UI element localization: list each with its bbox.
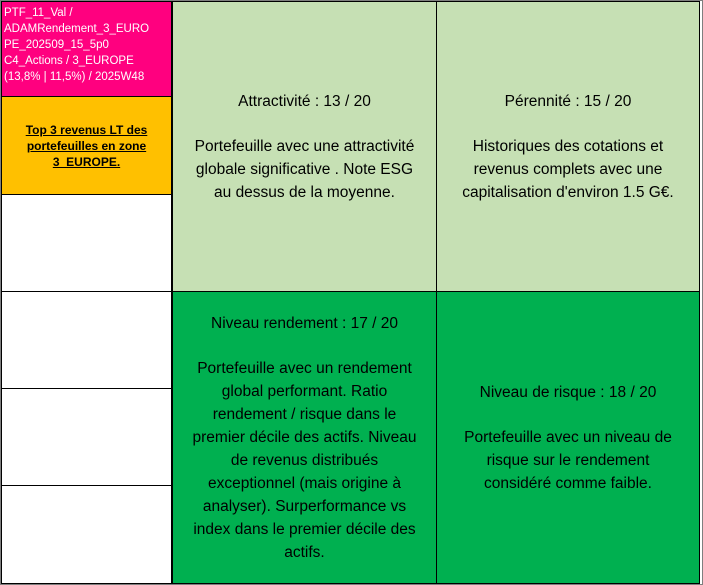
- rendement-title: Niveau rendement : 17 / 20: [211, 314, 398, 332]
- attractivite-cell: [172, 1, 437, 292]
- portfolio-header-line: PE_202509_15_5p0: [4, 39, 109, 51]
- perennite-cell: [436, 1, 700, 292]
- risque-body: Portefeuille avec un niveau de risque sur le rendement considéré comme faible.: [464, 428, 672, 492]
- empty-cell-3: [1, 388, 172, 486]
- portfolio-header-line: C4_Actions / 3_EUROPE: [4, 55, 134, 67]
- attractivite-body: Portefeuille avec une attractivité globale significative . Note ESG au dessus de la moyenne.: [194, 137, 415, 201]
- perennite-title: Pérennité : 15 / 20: [504, 92, 632, 110]
- top3-revenue-link-cell[interactable]: [1, 96, 172, 195]
- top3-revenue-link[interactable]: Top 3 revenus LT des portefeuilles en zone 3_EUROPE.: [25, 122, 148, 169]
- empty-cell-4: [1, 485, 172, 584]
- attractivite-title: Attractivité : 13 / 20: [238, 92, 371, 110]
- rendement-cell: [172, 291, 437, 584]
- empty-cell-1: [1, 194, 172, 292]
- perennite-body: Historiques des cotations et revenus complets avec une capitalisation d'environ 1.5 G€.: [462, 137, 674, 201]
- rendement-body: Portefeuille avec un rendement global performant. Ratio rendement / risque dans le premier décile des actifs. Niveau de revenus distribués exceptionnel (mais origine à analyser). Surperformance vs index dans le premier décile des actifs.: [192, 359, 417, 561]
- portfolio-header-line: PTF_11_Val /: [4, 7, 73, 19]
- risque-cell: [436, 291, 700, 584]
- portfolio-header-cell: [1, 1, 172, 97]
- empty-cell-2: [1, 291, 172, 389]
- portfolio-header-line: (13,8% | 11,5%) / 2025W48: [4, 71, 145, 83]
- risque-title: Niveau de risque : 18 / 20: [479, 383, 657, 401]
- portfolio-header-line: ADAMRendement_3_EURO: [4, 23, 150, 35]
